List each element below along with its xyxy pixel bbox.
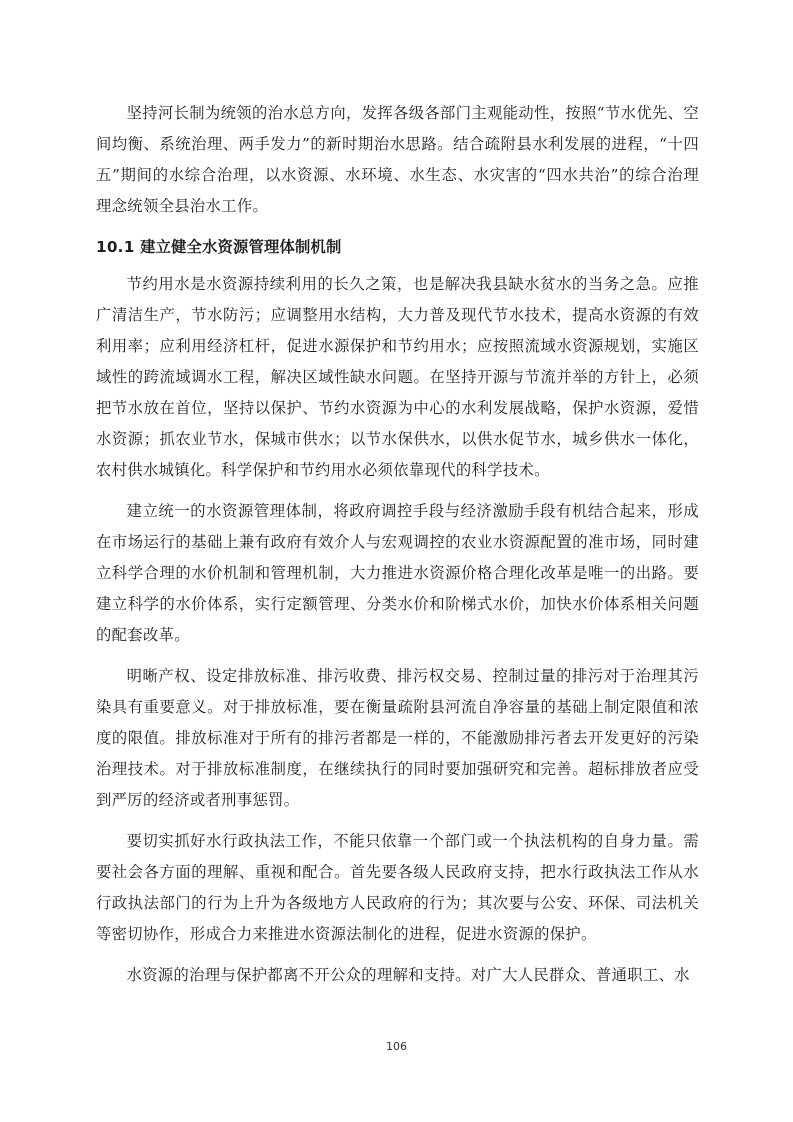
- paragraph-public-support: 水资源的治理与保护都离不开公众的理解和支持。对广大人民群众、普通职工、水: [126, 966, 690, 984]
- paragraph-water-saving: 节约用水是水资源持续利用的长久之策，也是解决我县缺水贫水的当务之急。应推广清洁生产，节水防污；应调整用水结构，大力普及现代节水技术，提高水资源的有效利用率；应利用经济杠杆，促进水源保护和节约用水；应按照流域水资源规划，实施区域性的跨流域调水工程，解决区域性缺水问题。在坚持开源与节流并举的方针上，必须把节水放在首位，坚持以保护、节约水资源为中心的水利发展战略，保护水资源，爱惜水资源；抓农业节水，保城市供水；以节水保供水，以供水促节水，城乡供水一体化，农村供水城镇化。科学保护和节约用水必须依靠现代的科学技术。: [96, 275, 699, 479]
- intro-paragraph: 坚持河长制为统领的治水总方向，发挥各级各部门主观能动性，按照“节水优先、空间均衡、系统治理、两手发力”的新时期治水思路。结合疏附县水利发展的进程，“十四五”期间的水综合治理，以水资源、水环境、水生态、水灾害的“四水共治”的综合治理理念统领全县治水工作。: [96, 104, 699, 215]
- paragraph-emission-standards: 明晰产权、设定排放标准、排污收费、排污权交易、控制过量的排污对于治理其污染具有重要意义。对于排放标准，要在衡量疏附县河流自净容量的基础上制定限值和浓度的限值。排放标准对于所有的排污者都是一样的，不能激励排污者去开发更好的污染治理技术。对于排放标准制度，在继续执行的同时要加强研究和完善。超标排放者应受到严厉的经济或者刑事惩罚。: [96, 667, 699, 809]
- paragraph-law-enforcement: 要切实抓好水行政执法工作，不能只依靠一个部门或一个执法机构的自身力量。需要社会各方面的理解、重视和配合。首先要各级人民政府支持，把水行政执法工作从水行政执法部门的行为上升为各级地方人民政府的行为；其次要与公安、环保、司法机关等密切协作，形成合力来推进水资源法制化的进程，促进水资源的保护。: [96, 832, 699, 943]
- section-heading: 10.1 建立健全水资源管理体制机制: [96, 238, 342, 256]
- paragraph-management-system: 建立统一的水资源管理体制，将政府调控手段与经济激励手段有机结合起来，形成在市场运行的基础上兼有政府有效介人与宏观调控的农业水资源配置的准市场，同时建立科学合理的水价机制和管理机制，大力推进水资源价格合理化改革是唯一的出路。要建立科学的水价体系，实行定额管理、分类水价和阶梯式水价，加快水价体系相关问题的配套改革。: [96, 502, 699, 644]
- page-number: 106: [386, 1040, 407, 1053]
- document-body: [96, 98, 699, 1001]
